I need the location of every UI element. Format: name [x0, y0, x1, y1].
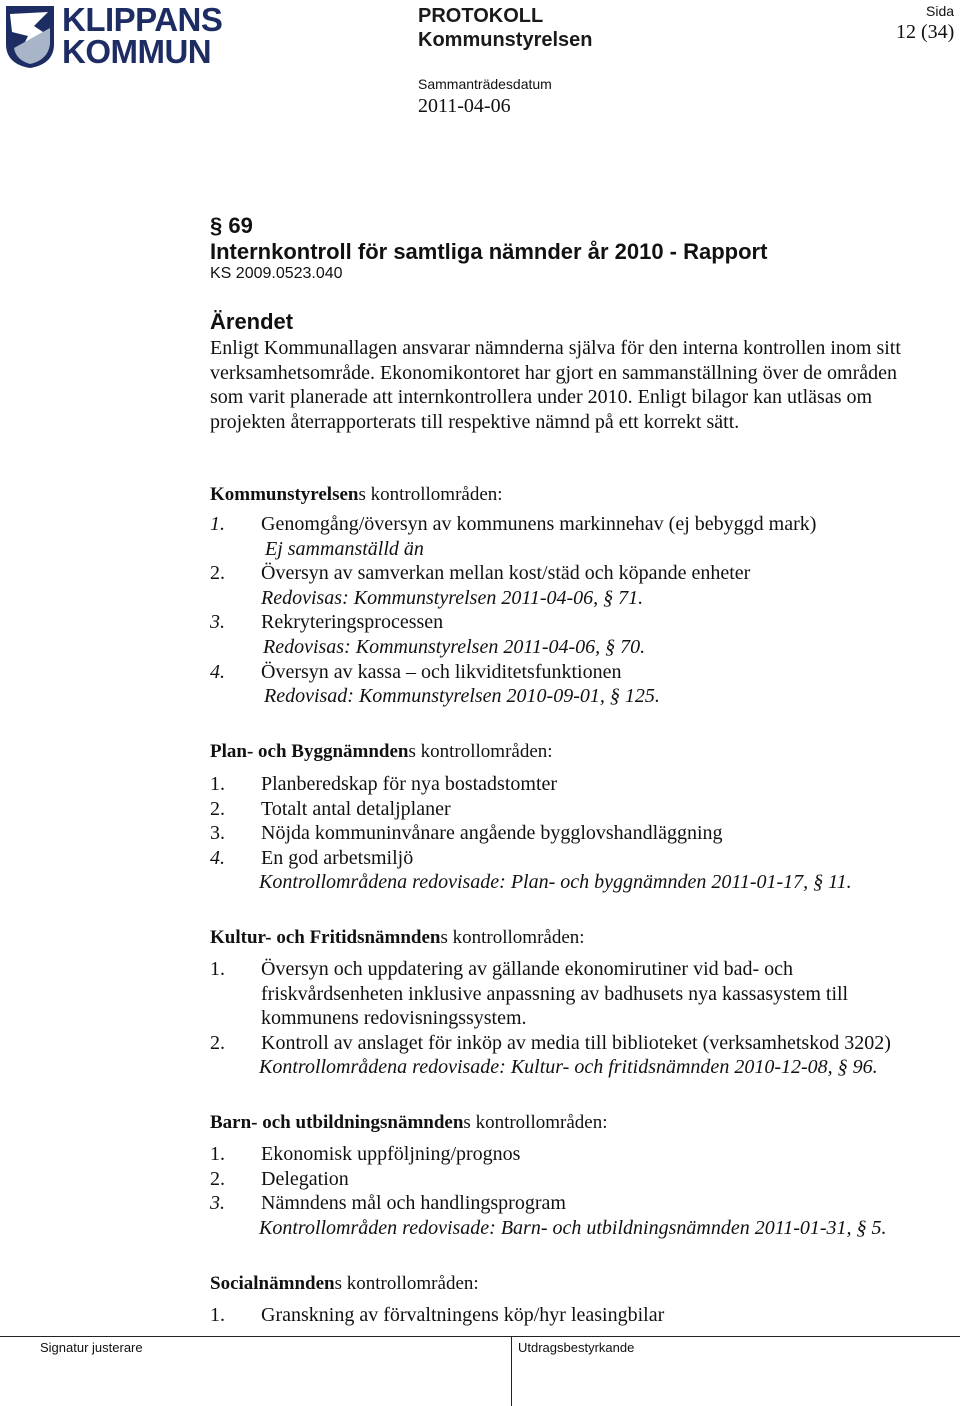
list-item: 1. Översyn och uppdatering av gällande ekonomirutiner vid bad- och friskvårdsenheten inklusive anpassning av badhusets nya kassasystem till kommunens redovisningssystem.	[210, 958, 849, 1030]
arendet-heading: Ärendet	[210, 309, 294, 334]
list-ks	[210, 512, 940, 709]
case-number: KS 2009.0523.040	[210, 265, 343, 282]
list-item: 3. Nöjda kommuninvånare angående bygglovshandläggning	[210, 822, 723, 845]
section-title-sn: Socialnämndens kontrollområden:	[210, 1273, 479, 1294]
meeting-date-label: Sammanträdesdatum	[418, 76, 552, 92]
paragraph-number: § 69	[210, 213, 253, 238]
list-item: 1. Ekonomisk uppföljning/prognos	[210, 1143, 521, 1165]
municipality-logo	[4, 1, 223, 70]
list-bu	[210, 1142, 940, 1240]
footer-column-divider	[511, 1336, 512, 1406]
list-item: 1. Planberedskap för nya bostadstomter	[210, 773, 558, 795]
list-bn	[210, 772, 940, 895]
list-item: 1. Granskning av förvaltningens köp/hyr leasingbilar	[210, 1304, 665, 1326]
section-title-kf: Kultur- och Fritidsnämndens kontrollområden:	[210, 927, 585, 948]
signature-field-label: Signatur justerare	[40, 1340, 143, 1355]
section-title-bu: Barn- och utbildningsnämndens kontrollområden:	[210, 1112, 608, 1133]
arendet-text: Enligt Kommunallagen ansvarar nämnderna själva för den interna kontrollen inom sitt verksamhetsområde. Ekonomikontoret har gjort en sammanställning över de områden som varit planerade att internkontrollera under 2010. Enligt bilagor kan utläsas om projekten återrapporterats till respektive nämnd på ett korrekt sätt.	[210, 337, 901, 434]
page-number: 12 (34)	[896, 21, 955, 43]
list-item: 3. Nämndens mål och handlingsprogram Kontrollområden redovisade: Barn- och utbildningsnämnden 2011-01-31, § 5.	[210, 1192, 887, 1239]
logo-text: KLIPPANS KOMMUN	[62, 1, 223, 70]
body-name: Kommunstyrelsen	[418, 29, 593, 51]
list-kf	[210, 957, 940, 1080]
paragraph-title: Internkontroll för samtliga nämnder år 2010 - Rapport	[210, 239, 768, 264]
list-item: 4. En god arbetsmiljö Kontrollområdena redovisade: Plan- och byggnämnden 2011-01-17, § 11.	[210, 846, 852, 894]
footer-divider	[0, 1336, 960, 1337]
list-item: 4. Översyn av kassa – och likviditetsfunktionen Redovisad: Kommunstyrelsen 2010-09-01, § 125.	[210, 660, 660, 708]
certification-field-label: Utdragsbestyrkande	[518, 1340, 635, 1355]
meeting-date: 2011-04-06	[418, 95, 511, 117]
list-item: 2. Totalt antal detaljplaner	[210, 797, 451, 820]
list-item: 2. Kontroll av anslaget för inköp av media till biblioteket (verksamhetskod 3202) Kontrollområdena redovisade: Kultur- och fritidsnämnden 2010-12-08, § 96.	[210, 1031, 891, 1079]
list-item: 1. Genomgång/översyn av kommunens markinnehav (ej bebyggd mark) Ej sammanställd än	[210, 513, 817, 560]
section-title-bn: Plan- och Byggnämndens kontrollområden:	[210, 741, 553, 762]
document-type: PROTOKOLL	[418, 5, 544, 27]
logo-emblem-icon	[4, 4, 56, 68]
section-title-ks: Kommunstyrelsens kontrollområden:	[210, 484, 503, 505]
list-item: 3. Rekryteringsprocessen Redovisas: Kommunstyrelsen 2011-04-06, § 70.	[210, 611, 646, 658]
list-item: 2. Delegation	[210, 1167, 349, 1190]
list-item: 2. Översyn av samverkan mellan kost/städ och köpande enheter Redovisas: Kommunstyrelsen 2011-04-06, § 71.	[210, 562, 751, 609]
page-label: Sida	[926, 3, 955, 19]
list-sn	[210, 1303, 940, 1328]
